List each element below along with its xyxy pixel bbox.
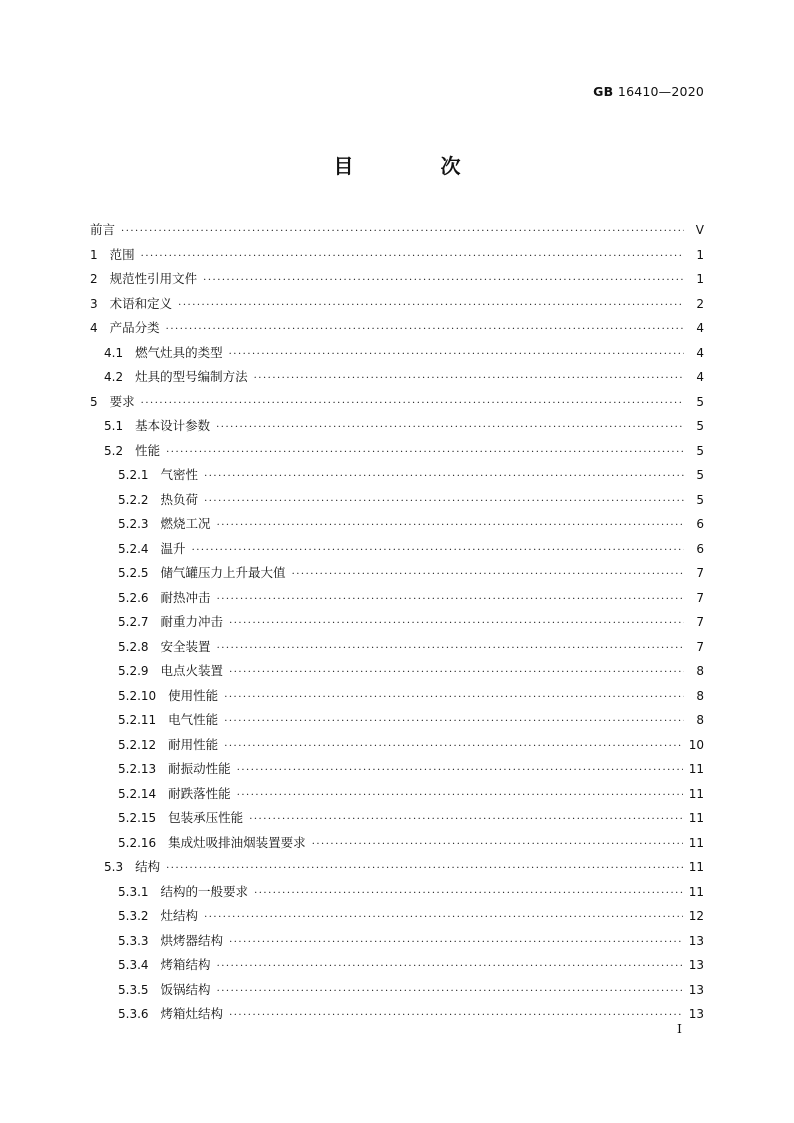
toc-entry-label: 范围 bbox=[109, 246, 135, 262]
toc-entry[interactable] bbox=[90, 929, 704, 954]
toc-entry[interactable] bbox=[90, 806, 704, 831]
toc-entry-page: 7 bbox=[696, 590, 704, 605]
dot-leader bbox=[217, 514, 684, 539]
toc-entry-label: 使用性能 bbox=[168, 687, 219, 703]
toc-entry[interactable] bbox=[90, 267, 704, 292]
dot-leader bbox=[229, 343, 684, 368]
dot-leader bbox=[224, 735, 683, 760]
toc-entry-label: 饭锅结构 bbox=[160, 981, 211, 997]
toc-entry-number: 5.2.10 bbox=[118, 688, 157, 703]
toc-entry-number: 5.1 bbox=[104, 419, 124, 433]
dot-leader bbox=[229, 612, 684, 637]
toc-entry-label: 结构的一般要求 bbox=[160, 883, 249, 899]
toc-entry-number: 4 bbox=[90, 321, 98, 335]
toc-entry[interactable] bbox=[90, 512, 704, 537]
toc-entry-label: 耐热冲击 bbox=[160, 589, 211, 605]
toc-entry-number: 5.3.2 bbox=[118, 909, 149, 923]
toc-entry-number: 5.2.8 bbox=[118, 639, 149, 654]
toc-entry-label: 耐跌落性能 bbox=[168, 785, 231, 801]
toc-entry-page: 13 bbox=[688, 958, 704, 972]
toc-entry-page: 5 bbox=[696, 443, 704, 458]
toc-entry[interactable] bbox=[90, 904, 704, 929]
toc-entry[interactable] bbox=[90, 390, 704, 415]
toc-entry[interactable] bbox=[90, 708, 704, 733]
toc-entry-number: 5.3.4 bbox=[118, 958, 149, 972]
toc-entry-page: 11 bbox=[688, 884, 704, 899]
toc-entry-label: 前言 bbox=[90, 222, 116, 237]
toc-entry-number: 4.2 bbox=[104, 370, 124, 384]
toc-entry-page: 5 bbox=[696, 468, 704, 482]
dot-leader bbox=[312, 833, 683, 858]
toc-entry[interactable] bbox=[90, 978, 704, 1003]
toc-entry-label: 结构 bbox=[135, 859, 161, 874]
toc-entry-label: 烘烤器结构 bbox=[160, 932, 224, 948]
toc-entry-page: 13 bbox=[688, 982, 704, 997]
toc-entry-number: 5.2.4 bbox=[118, 541, 149, 556]
toc-entry[interactable] bbox=[90, 782, 704, 807]
toc-entry-label: 要求 bbox=[109, 393, 135, 409]
dot-leader bbox=[237, 759, 683, 784]
toc-entry[interactable] bbox=[90, 365, 704, 390]
toc-entry-label: 电点火装置 bbox=[160, 663, 224, 678]
toc-entry-page: 4 bbox=[696, 321, 704, 335]
toc-entry-label: 安全装置 bbox=[160, 638, 211, 654]
toc-entry-label: 耐用性能 bbox=[168, 736, 219, 752]
dot-leader bbox=[178, 294, 684, 319]
toc-entry[interactable] bbox=[90, 586, 704, 611]
toc-entry-page: 7 bbox=[696, 639, 704, 654]
toc-entry-page: 6 bbox=[696, 517, 704, 531]
toc-entry[interactable] bbox=[90, 292, 704, 317]
dot-leader bbox=[192, 539, 684, 564]
toc-entry-page: 1 bbox=[696, 272, 704, 286]
standard-code bbox=[593, 84, 704, 99]
toc-entry[interactable] bbox=[90, 831, 704, 856]
toc-entry-page: 8 bbox=[696, 713, 704, 727]
toc-entry-label: 热负荷 bbox=[160, 491, 199, 507]
table-of-contents bbox=[90, 218, 704, 1027]
toc-entry-label: 耐重力冲击 bbox=[160, 614, 224, 629]
toc-entry-page: 5 bbox=[696, 419, 704, 433]
toc-entry-number: 2 bbox=[90, 272, 98, 286]
toc-entry[interactable] bbox=[90, 635, 704, 660]
dot-leader bbox=[224, 710, 684, 735]
dot-leader bbox=[166, 318, 684, 343]
dot-leader bbox=[203, 269, 684, 294]
toc-entry-number: 1 bbox=[90, 247, 98, 262]
standard-prefix: GB bbox=[593, 84, 614, 99]
toc-entry[interactable] bbox=[90, 561, 704, 586]
dot-leader bbox=[166, 441, 684, 466]
toc-entry-number: 4.1 bbox=[104, 345, 124, 360]
dot-leader bbox=[216, 416, 684, 441]
toc-entry[interactable] bbox=[90, 953, 704, 978]
toc-entry-number: 5.2.14 bbox=[118, 786, 157, 801]
toc-entry-number: 5.2.1 bbox=[118, 468, 149, 482]
toc-entry-label: 电气性能 bbox=[168, 712, 219, 727]
toc-entry[interactable] bbox=[90, 733, 704, 758]
toc-entry-page: V bbox=[695, 223, 704, 237]
dot-leader bbox=[217, 955, 683, 980]
toc-entry-label: 温升 bbox=[160, 540, 186, 556]
toc-entry-page: 8 bbox=[696, 688, 704, 703]
toc-entry-number: 5.2.12 bbox=[118, 737, 157, 752]
toc-entry-page: 10 bbox=[688, 737, 704, 752]
toc-entry-label: 气密性 bbox=[160, 467, 199, 482]
toc-entry-number: 5.2.5 bbox=[118, 566, 149, 580]
dot-leader bbox=[217, 980, 683, 1005]
dot-leader bbox=[121, 220, 684, 245]
dot-leader bbox=[217, 588, 684, 613]
toc-entry-label: 基本设计参数 bbox=[135, 418, 211, 433]
toc-entry-page: 5 bbox=[696, 492, 704, 507]
toc-entry-number: 5.3.5 bbox=[118, 982, 149, 997]
dot-leader bbox=[217, 637, 684, 662]
toc-entry-page: 11 bbox=[688, 762, 704, 776]
toc-entry-page: 8 bbox=[696, 664, 704, 678]
dot-leader bbox=[204, 906, 683, 931]
toc-entry-number: 5.2.7 bbox=[118, 615, 149, 629]
toc-entry-label: 耐振动性能 bbox=[168, 761, 231, 776]
toc-entry[interactable] bbox=[90, 316, 704, 341]
toc-entry-number: 5.2.3 bbox=[118, 517, 149, 531]
dot-leader bbox=[249, 808, 683, 833]
toc-entry-number: 5.2.16 bbox=[118, 835, 157, 850]
toc-entry-page: 7 bbox=[696, 566, 704, 580]
toc-entry-label: 性能 bbox=[135, 442, 161, 458]
dot-leader bbox=[292, 563, 684, 588]
dot-leader bbox=[166, 857, 683, 882]
toc-entry-number: 5.2.11 bbox=[118, 713, 157, 727]
toc-entry-number: 5.3.3 bbox=[118, 933, 149, 948]
dot-leader bbox=[237, 784, 683, 809]
toc-entry-page: 13 bbox=[688, 1007, 704, 1021]
toc-entry-label: 储气罐压力上升最大值 bbox=[160, 565, 286, 580]
toc-entry[interactable] bbox=[90, 439, 704, 464]
toc-entry-page: 11 bbox=[688, 811, 704, 825]
toc-entry-number: 5.2.6 bbox=[118, 590, 149, 605]
toc-entry[interactable] bbox=[90, 341, 704, 366]
footer-page-number: I bbox=[677, 1021, 682, 1036]
toc-entry-number: 5.3 bbox=[104, 860, 124, 874]
dot-leader bbox=[204, 465, 684, 490]
toc-entry-label: 规范性引用文件 bbox=[109, 271, 198, 286]
toc-entry-label: 灶具的型号编制方法 bbox=[135, 369, 248, 384]
toc-entry-page: 11 bbox=[688, 786, 704, 801]
toc-entry[interactable] bbox=[90, 880, 704, 905]
toc-entry[interactable] bbox=[90, 243, 704, 268]
toc-entry[interactable] bbox=[90, 610, 704, 635]
standard-number: 16410—2020 bbox=[617, 84, 704, 99]
toc-entry-page: 11 bbox=[688, 860, 704, 874]
toc-entry-label: 灶结构 bbox=[160, 908, 199, 923]
toc-entry-page: 12 bbox=[688, 909, 704, 923]
toc-entry-label: 产品分类 bbox=[109, 320, 160, 335]
toc-entry-label: 术语和定义 bbox=[109, 295, 173, 311]
toc-entry-number: 3 bbox=[90, 296, 98, 311]
dot-leader bbox=[224, 686, 684, 711]
toc-entry-label: 包装承压性能 bbox=[168, 810, 244, 825]
toc-entry-number: 5.2.2 bbox=[118, 492, 149, 507]
toc-entry-page: 6 bbox=[696, 541, 704, 556]
toc-entry[interactable] bbox=[90, 684, 704, 709]
dot-leader bbox=[141, 392, 684, 417]
toc-entry-page: 1 bbox=[696, 247, 704, 262]
toc-entry-page: 5 bbox=[696, 394, 704, 409]
toc-entry-number: 5.3.1 bbox=[118, 884, 149, 899]
toc-entry-label: 集成灶吸排油烟装置要求 bbox=[168, 834, 306, 850]
toc-entry[interactable] bbox=[90, 463, 704, 488]
toc-entry-label: 燃烧工况 bbox=[160, 516, 211, 531]
dot-leader bbox=[229, 931, 683, 956]
toc-entry[interactable] bbox=[90, 218, 704, 243]
dot-leader bbox=[204, 490, 684, 515]
dot-leader bbox=[229, 1004, 683, 1029]
toc-entry[interactable] bbox=[90, 414, 704, 439]
toc-entry[interactable] bbox=[90, 537, 704, 562]
toc-entry[interactable] bbox=[90, 855, 704, 880]
toc-entry[interactable] bbox=[90, 757, 704, 782]
toc-entry-page: 4 bbox=[696, 370, 704, 384]
toc-entry-page: 7 bbox=[696, 615, 704, 629]
toc-entry-label: 燃气灶具的类型 bbox=[135, 344, 223, 360]
toc-entry-page: 13 bbox=[688, 933, 704, 948]
page-title: 目 次 bbox=[333, 154, 501, 178]
dot-leader bbox=[254, 882, 683, 907]
toc-entry[interactable] bbox=[90, 488, 704, 513]
toc-entry-label: 烤箱灶结构 bbox=[160, 1006, 224, 1021]
toc-entry-number: 5.2.9 bbox=[118, 664, 149, 678]
toc-entry-number: 5.2.13 bbox=[118, 762, 157, 776]
toc-entry-number: 5.2 bbox=[104, 443, 124, 458]
toc-entry[interactable] bbox=[90, 659, 704, 684]
toc-entry-number: 5.2.15 bbox=[118, 811, 157, 825]
dot-leader bbox=[254, 367, 684, 392]
toc-entry-number: 5.3.6 bbox=[118, 1007, 149, 1021]
toc-entry-page: 2 bbox=[696, 296, 704, 311]
toc-entry-page: 4 bbox=[696, 345, 704, 360]
toc-entry-page: 11 bbox=[688, 835, 704, 850]
toc-entry-label: 烤箱结构 bbox=[160, 957, 211, 972]
dot-leader bbox=[229, 661, 684, 686]
toc-entry-number: 5 bbox=[90, 394, 98, 409]
dot-leader bbox=[141, 245, 684, 270]
toc-entry[interactable] bbox=[90, 1002, 704, 1027]
